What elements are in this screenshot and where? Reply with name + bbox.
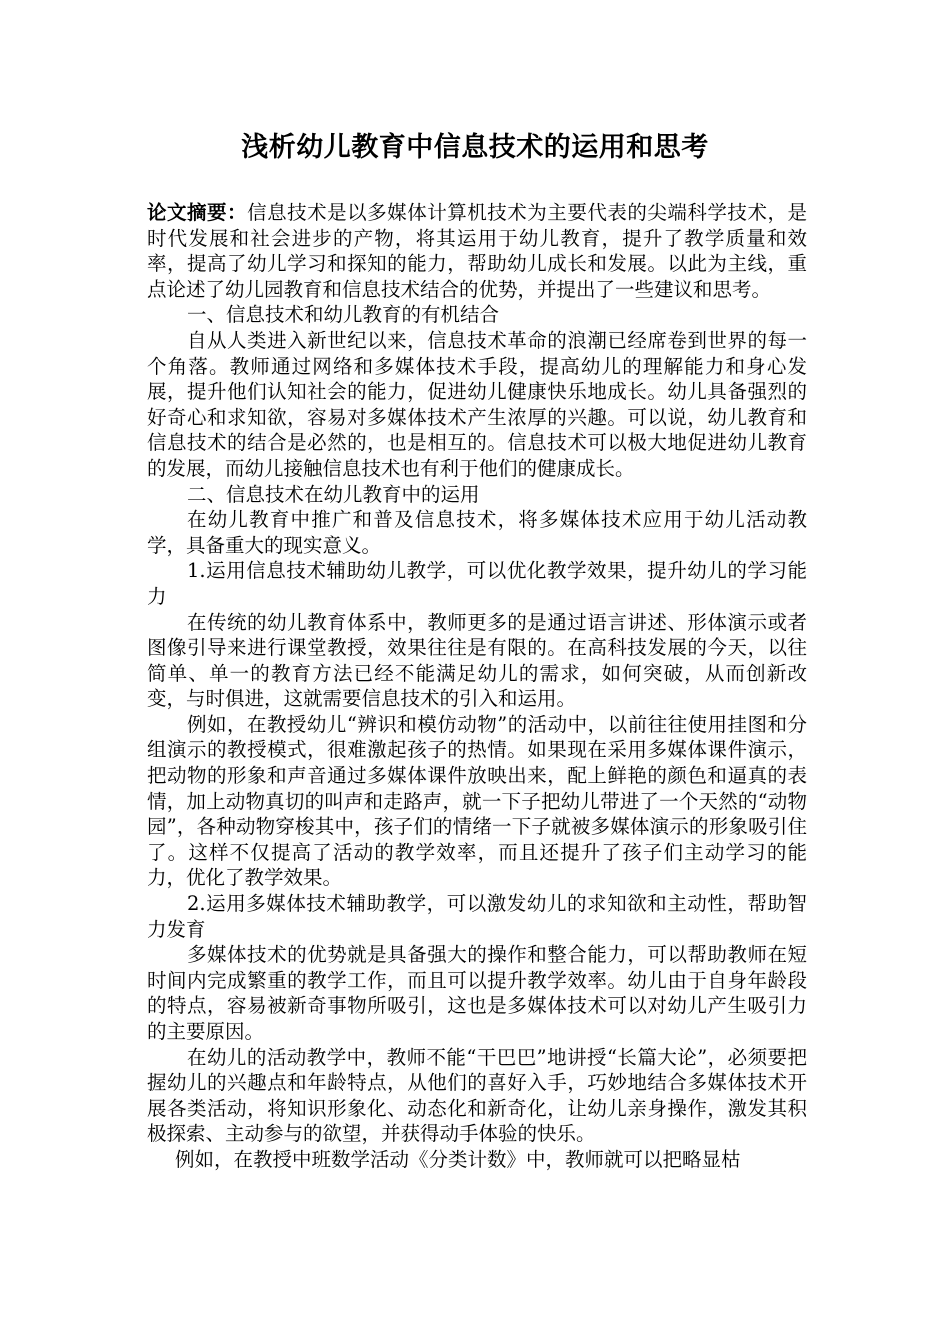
body-paragraph: 自从人类进入新世纪以来，信息技术革命的浪潮已经席卷到世界的每一个角落。教师通过网络和多媒体技术手段，提高幼儿的理解能力和身心发展，提升他们认知社会的能力，促进幼儿健康快乐地成长。幼儿具备强烈的好奇心和求知欲，容易对多媒体技术产生浓厚的兴趣。可以说，幼儿教育和信息技术的结合是必然的，也是相互的。信息技术可以极大地促进幼儿教育的发展，而幼儿接触信息技术也有利于他们的健康成长。 — [147, 328, 807, 480]
section-heading-1: 一、信息技术和幼儿教育的有机结合 — [187, 303, 500, 327]
body-paragraph: 例如，在教授中班数学活动《分类计数》中，教师就可以把略显枯 — [175, 1147, 741, 1171]
abstract-paragraph — [147, 200, 807, 302]
document-title: 浅析幼儿教育中信息技术的运用和思考 — [241, 132, 709, 163]
abstract-label: 论文摘要： — [147, 201, 248, 224]
body-paragraph: 在幼儿教育中推广和普及信息技术，将多媒体技术应用于幼儿活动教学，具备重大的现实意义。 — [147, 508, 807, 557]
subsection-heading-2: 2.运用多媒体技术辅助教学，可以激发幼儿的求知欲和主动性，帮助智力发育 — [147, 892, 807, 941]
body-paragraph: 在传统的幼儿教育体系中，教师更多的是通过语言讲述、形体演示或者图像引导来进行课堂教授，效果往往是有限的。在高科技发展的今天，以往简单、单一的教育方法已经不能满足幼儿的需求，如何突破，从而创新改变，与时俱进，这就需要信息技术的引入和运用。 — [147, 610, 807, 711]
subsection-heading-1: 1.运用信息技术辅助幼儿教学，可以优化教学效果，提升幼儿的学习能力 — [147, 559, 807, 608]
body-paragraph: 多媒体技术的优势就是具备强大的操作和整合能力，可以帮助教师在短时间内完成繁重的教学工作，而且可以提升教学效率。幼儿由于自身年龄段的特点，容易被新奇事物所吸引，这也是多媒体技术可以对幼儿产生吸引力的主要原因。 — [147, 943, 807, 1043]
section-heading-2: 二、信息技术在幼儿教育中的运用 — [187, 482, 480, 506]
abstract-text: 信息技术是以多媒体计算机技术为主要代表的尖端科学技术，是时代发展和社会进步的产物，将其运用于幼儿教育，提升了教学质量和效率，提高了幼儿学习和探知的能力，帮助幼儿成长和发展。以此为主线，重点论述了幼儿园教育和信息技术结合的优势，并提出了一些建议和思考。 — [147, 201, 807, 301]
document-body — [147, 200, 807, 1173]
body-paragraph: 例如，在教授幼儿“辨识和模仿动物”的活动中，以前往往使用挂图和分组演示的教授模式，很难激起孩子的热情。如果现在采用多媒体课件演示，把动物的形象和声音通过多媒体课件放映出来，配上鲜艳的颜色和逼真的表情，加上动物真切的叫声和走路声，就一下子把幼儿带进了一个天然的“动物园”，各种动物穿梭其中，孩子们的情绪一下子就被多媒体演示的形象吸引住了。这样不仅提高了活动的教学效率，而且还提升了孩子们主动学习的能力，优化了教学效果。 — [147, 712, 807, 890]
body-paragraph: 在幼儿的活动教学中，教师不能“干巴巴”地讲授“长篇大论”，必须要把握幼儿的兴趣点和年龄特点，从他们的喜好入手，巧妙地结合多媒体技术开展各类活动，将知识形象化、动态化和新奇化，让幼儿亲身操作，激发其积极探索、主动参与的欲望，并获得动手体验的快乐。 — [147, 1045, 807, 1146]
